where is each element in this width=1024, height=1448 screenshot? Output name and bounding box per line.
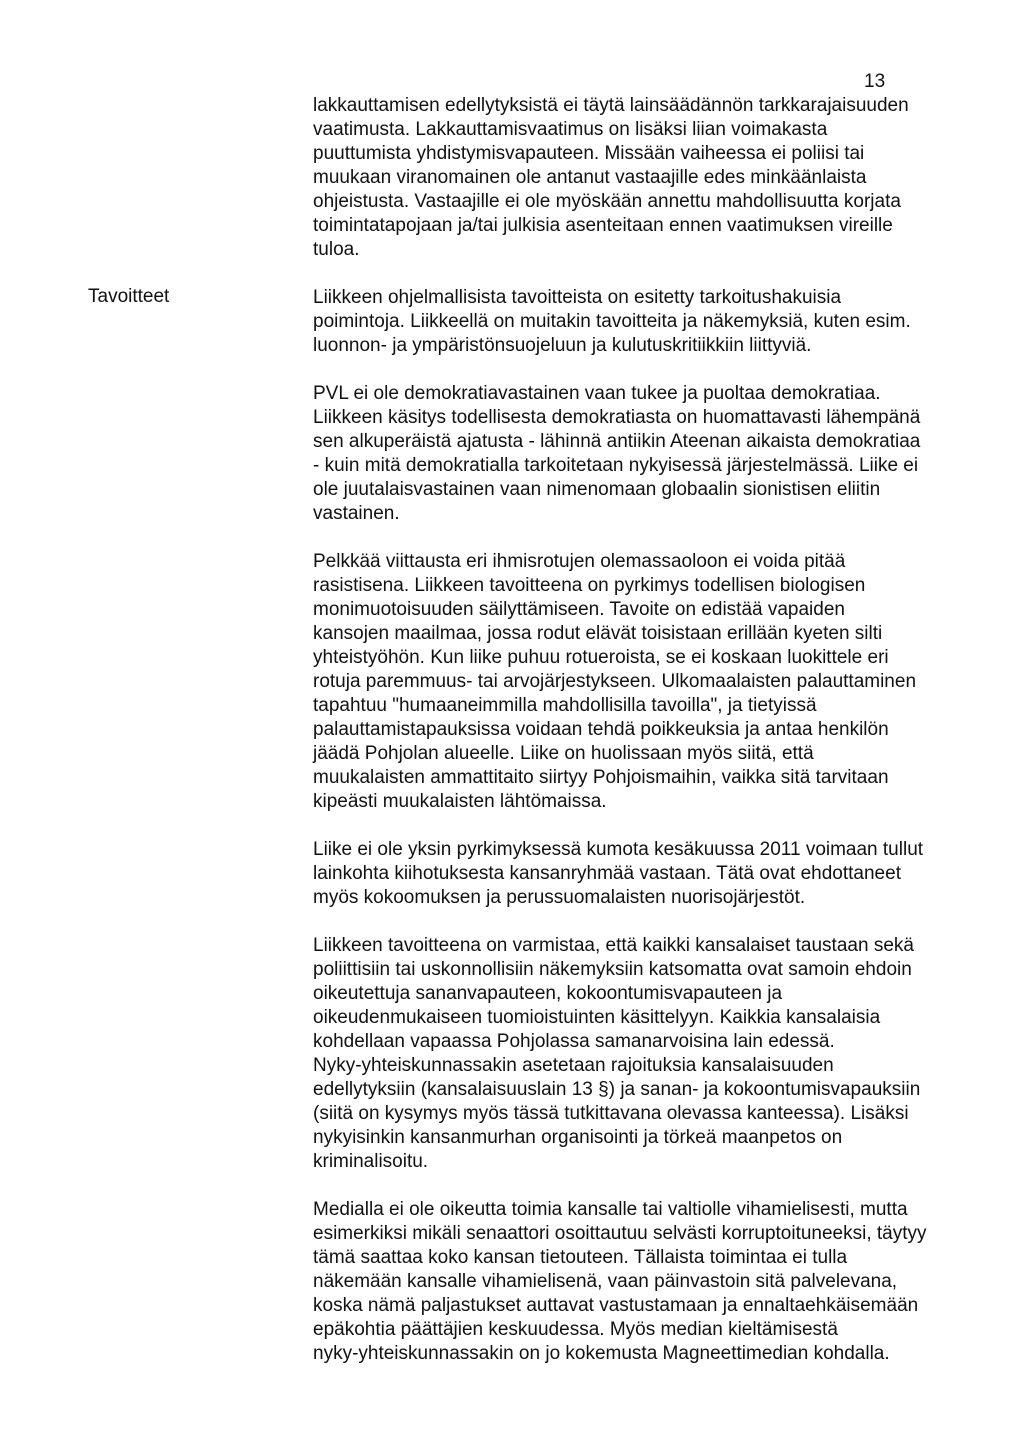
text-line: nyky-yhteiskunnassakin on jo kokemusta Magneettimedian kohdalla. [313, 1343, 890, 1364]
text-line: PVL ei ole demokratiavastainen vaan tukee ja puoltaa demokratiaa. [313, 383, 881, 404]
text-line: muukaan viranomainen ole antanut vastaajille edes minkäänlaista [313, 167, 867, 188]
text-line: tämä saattaa koko kansan tietouteen. Tällaista toimintaa ei tulla [313, 1247, 848, 1268]
text-line: oikeudenmukaiseen tuomioistuinten käsittelyyn. Kaikkia kansalaisia [313, 1007, 881, 1028]
text-line: tuloa. [313, 239, 360, 260]
text-line: edellytyksiin (kansalaisuuslain 13 §) ja sanan- ja kokoontumisvapauksiin [313, 1079, 921, 1100]
text-line: näkemään kansalle vihamielisenä, vaan päinvastoin sitä palvelevana, [313, 1271, 898, 1292]
text-line: kansojen maailmaa, jossa rodut elävät toisistaan erillään kyeten silti [313, 623, 883, 644]
text-line: Pelkkää viittausta eri ihmisrotujen olemassaoloon ei voida pitää [313, 551, 846, 572]
text-line: vastainen. [313, 503, 400, 524]
text-line: lainkohta kiihotuksesta kansanryhmää vastaan. Tätä ovat ehdottaneet [313, 863, 901, 884]
text-line: Liikkeen ohjelmallisista tavoitteista on esitetty tarkoitushakuisia [313, 287, 842, 308]
paragraph [313, 550, 968, 814]
text-line: oikeutettuja sananvapauteen, kokoontumisvapauteen ja [313, 983, 783, 1004]
text-line: koska nämä paljastukset auttavat vastustamaan ja ennaltaehkäisemään [313, 1295, 919, 1316]
text-line: sen alkuperäistä ajatusta - lähinnä antiikin Ateenan aikaista demokratiaa [313, 431, 921, 452]
text-line: rotuja paremmuus- tai arvojärjestykseen. Ulkomaalaisten palauttaminen [313, 671, 917, 692]
text-line: epäkohtia päättäjien keskuudessa. Myös median kieltämisestä [313, 1319, 838, 1340]
paragraph [313, 382, 968, 526]
text-line: luonnon- ja ympäristönsuojeluun ja kulutuskritiikkiin liittyviä. [313, 335, 812, 356]
text-line: toimintatapojaan ja/tai julkisia asenteitaan ennen vaatimuksen vireille [313, 215, 893, 236]
text-line: monimuotoisuuden säilyttämiseen. Tavoite on edistää vapaiden [313, 599, 845, 620]
text-line: poimintoja. Liikkeellä on muitakin tavoitteita ja näkemyksiä, kuten esim. [313, 311, 911, 332]
paragraph [313, 1198, 968, 1366]
text-line: Liike ei ole yksin pyrkimyksessä kumota kesäkuussa 2011 voimaan tullut [313, 839, 924, 860]
text-line: puuttumista yhdistymisvapauteen. Missään vaiheessa ei poliisi tai [313, 143, 865, 164]
paragraph-spacer [313, 358, 968, 382]
text-line: Nyky-yhteiskunnassakin asetetaan rajoituksia kansalaisuuden [313, 1055, 834, 1076]
paragraph-spacer [313, 262, 968, 286]
text-line: rasistisena. Liikkeen tavoitteena on pyrkimys todellisen biologisen [313, 575, 866, 596]
text-line: tapahtuu "humaaneimmilla mahdollisilla tavoilla", ja tietyissä [313, 695, 817, 716]
text-line: jäädä Pohjolan alueelle. Liike on huolissaan myös siitä, että [313, 743, 814, 764]
text-line: myös kokoomuksen ja perussuomalaisten nuorisojärjestöt. [313, 887, 806, 908]
text-line: nykyisinkin kansanmurhan organisointi ja törkeä maanpetos on [313, 1127, 843, 1148]
text-line: ole juutalaisvastainen vaan nimenomaan globaalin sionistisen eliitin [313, 479, 881, 500]
text-line: palauttamistapauksissa voidaan tehdä poikkeuksia ja antaa henkilön [313, 719, 889, 740]
page-number: 13 [864, 71, 886, 92]
text-line: yhteistyöhön. Kun liike puhuu rotueroista, se ei koskaan luokittele eri [313, 647, 889, 668]
text-line: esimerkiksi mikäli senaattori osoittautuu selvästi korruptoituneeksi, täytyy [313, 1223, 927, 1244]
text-line: Liikkeen tavoitteena on varmistaa, että kaikki kansalaiset taustaan sekä [313, 935, 914, 956]
text-line: lakkauttamisen edellytyksistä ei täytä lainsäädännön tarkkarajaisuuden [313, 95, 909, 116]
text-line: kipeästi muukalaisten lähtömaissa. [313, 791, 607, 812]
paragraph [313, 94, 968, 262]
section-heading-tavoitteet: Tavoitteet [88, 286, 170, 307]
body-text [313, 94, 968, 1366]
text-line: muukalaisten ammattitaito siirtyy Pohjoismaihin, vaikka sitä tarvitaan [313, 767, 889, 788]
text-line: - kuin mitä demokratialla tarkoitetaan nykyisessä järjestelmässä. Liike ei [313, 455, 919, 476]
text-line: kriminalisoitu. [313, 1151, 429, 1172]
paragraph [313, 838, 968, 910]
text-line: poliittisiin tai uskonnollisiin näkemyksiin katsomatta ovat samoin ehdoin [313, 959, 912, 980]
text-line: (siitä on kysymys myös tässä tutkittavana olevassa kanteessa). Lisäksi [313, 1103, 909, 1124]
paragraph-spacer [313, 910, 968, 934]
text-line: ohjeistusta. Vastaajille ei ole myöskään annettu mahdollisuutta korjata [313, 191, 901, 212]
paragraph [313, 934, 968, 1174]
text-line: kohdellaan vapaassa Pohjolassa samanarvoisina lain edessä. [313, 1031, 835, 1052]
text-line: Liikkeen käsitys todellisesta demokratiasta on huomattavasti lähempänä [313, 407, 921, 428]
paragraph [313, 286, 968, 358]
text-line: vaatimusta. Lakkauttamisvaatimus on lisäksi liian voimakasta [313, 119, 828, 140]
text-line: Medialla ei ole oikeutta toimia kansalle tai valtiolle vihamielisesti, mutta [313, 1199, 908, 1220]
paragraph-spacer [313, 526, 968, 550]
paragraph-spacer [313, 814, 968, 838]
paragraph-spacer [313, 1174, 968, 1198]
